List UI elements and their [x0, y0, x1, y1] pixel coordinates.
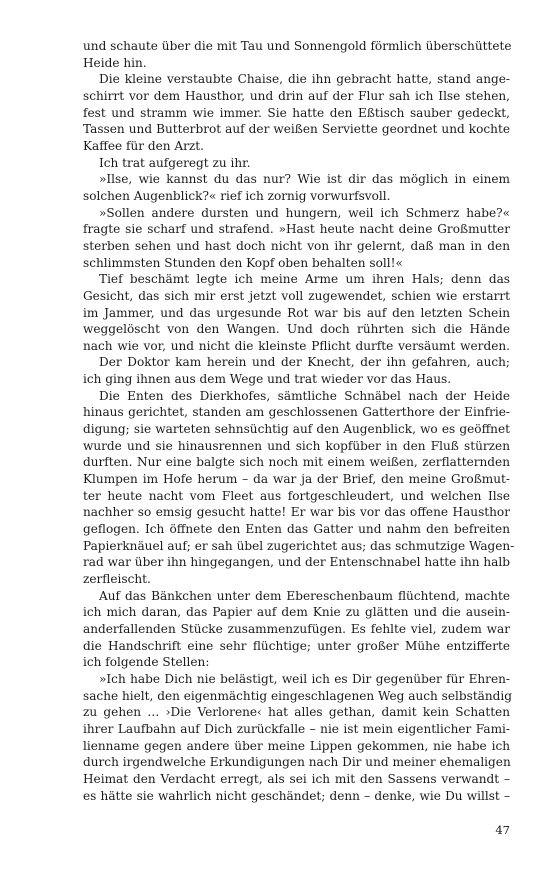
text-line: »Sollen andere dursten und hungern, weil ich Schmerz habe?« — [99, 205, 510, 220]
text-line: »Ilse, wie kannst du das nur? Wie ist dir das möglich in einem — [99, 172, 510, 187]
text-line: Heide hin. — [83, 55, 147, 70]
text-line: Heimat den Verdacht erregt, als sei ich mit den Sassens verwandt – — [83, 771, 510, 786]
text-line: hinaus gerichtet, standen am geschlossenen Gatterthore der Einfrie- — [83, 405, 510, 420]
text-line: nach wie vor, und nicht die kleinste Pflicht durfte versäumt werden. — [83, 338, 510, 353]
text-line: durften. Nur eine balgte sich noch mit einem weißen, zerflatternden — [83, 455, 510, 470]
text-line: sache hielt, den eigenmächtig eingeschlagenen Weg auch selbständig — [83, 688, 513, 703]
text-line: schlimmsten Stunden den Kopf oben behalten soll!« — [83, 255, 403, 270]
text-line: »Ich habe Dich nie belästigt, weil ich es Dir gegenüber für Ehren- — [99, 671, 510, 686]
text-line: fest und stramm wie immer. Sie hatte den Eßtisch sauber gedeckt, — [83, 105, 510, 120]
page-number: 47 — [495, 823, 510, 837]
text-line: sterben sehen und hast doch nicht von ihr gelernt, daß man in den — [83, 238, 510, 253]
text-line: fragte sie scharf und strafend. »Hast heute nacht deine Großmutter — [83, 222, 510, 237]
text-line: Tassen und Butterbrot auf der weißen Serviette geordnet und kochte — [83, 122, 510, 137]
text-line: ihrer Laufbahn auf Dich zurückfalle – nie ist mein eigentlicher Fami- — [83, 721, 510, 736]
text-line: ich ging ihnen aus dem Wege und trat wieder vor das Haus. — [83, 372, 452, 387]
text-line: lienname gegen andere über meine Lippen gekommen, nie habe ich — [83, 738, 510, 753]
text-line: Der Doktor kam herein und der Knecht, der ihn gefahren, auch; — [99, 355, 510, 370]
text-line: schirrt vor dem Hausthor, und drin auf der Flur sah ich Ilse stehen, — [83, 88, 510, 103]
text-line: ich mich daran, das Papier auf dem Knie zu glätten und die ausein- — [83, 605, 510, 620]
text-line: geflogen. Ich öffnete den Enten das Gatter und nahm den befreiten — [83, 522, 510, 537]
text-line: im Jammer, und das urgesunde Rot war bis auf den letzten Schein — [83, 305, 510, 320]
text-line: Die Enten des Dierkhofes, sämtliche Schnäbel nach der Heide — [99, 388, 510, 403]
text-line: zu gehen … ›Die Verlorene‹ hat alles gethan, damit kein Schatten — [83, 705, 510, 720]
text-line: Tief beschämt legte ich meine Arme um ihren Hals; denn das — [99, 272, 510, 287]
page-body — [83, 38, 515, 804]
text-line: die Handschrift eine sehr flüchtige; unter großer Mühe entzifferte — [83, 638, 510, 653]
text-line: zerfleischt. — [83, 572, 151, 586]
text-line: Kaffee für den Arzt. — [83, 138, 205, 153]
text-line: rad war über ihn hingegangen, und der Entenschnabel hatte ihn halb — [83, 555, 510, 570]
text-line: Klumpen im Hofe herum – da war ja der Brief, den meine Großmut- — [83, 472, 510, 487]
text-line: Gesicht, das sich mir erst jetzt voll zugewendet, schien wie erstarrt — [83, 288, 510, 303]
text-line: solchen Augenblick?« rief ich zornig vorwurfsvoll. — [83, 188, 391, 203]
text-line: Die kleine verstaubte Chaise, die ihn gebracht hatte, stand ange- — [99, 72, 510, 87]
text-line: und schaute über die mit Tau und Sonnengold förmlich überschüttete — [83, 39, 512, 53]
text-line: wurde und sie hinausrennen und sich kopfüber in den Fluß stürzen — [83, 438, 510, 453]
text-line: ich folgende Stellen: — [83, 655, 210, 670]
text-line: Ich trat aufgeregt zu ihr. — [99, 155, 251, 170]
text-line: ter heute nacht vom Fleet aus fortgeschleudert, und welchen Ilse — [83, 488, 510, 503]
text-line: durch irgendwelche Erkundigungen nach Dir und meiner ehemaligen — [83, 755, 511, 770]
text-line: digung; sie warteten sehnsüchtig auf den Augenblick, wo es geöffnet — [83, 422, 510, 437]
text-line: nachher so emsig gesucht hatte! Er war bis vor das offene Hausthor — [83, 505, 510, 520]
text-line: es hätte sie wahrlich nicht geschändet; denn – denke, wie Du willst – — [83, 788, 510, 803]
text-line: Auf das Bänkchen unter dem Ebereschenbaum flüchtend, machte — [99, 588, 510, 603]
text-line: Papierknäuel auf; er sah übel zugerichtet aus; das schmutzige Wagen- — [83, 538, 515, 553]
text-line: anderfallenden Stücke zusammenzufügen. Es fehlte viel, zudem war — [83, 621, 510, 636]
text-line: weggelöscht von den Wangen. Und doch rührten sich die Hände — [83, 322, 510, 337]
